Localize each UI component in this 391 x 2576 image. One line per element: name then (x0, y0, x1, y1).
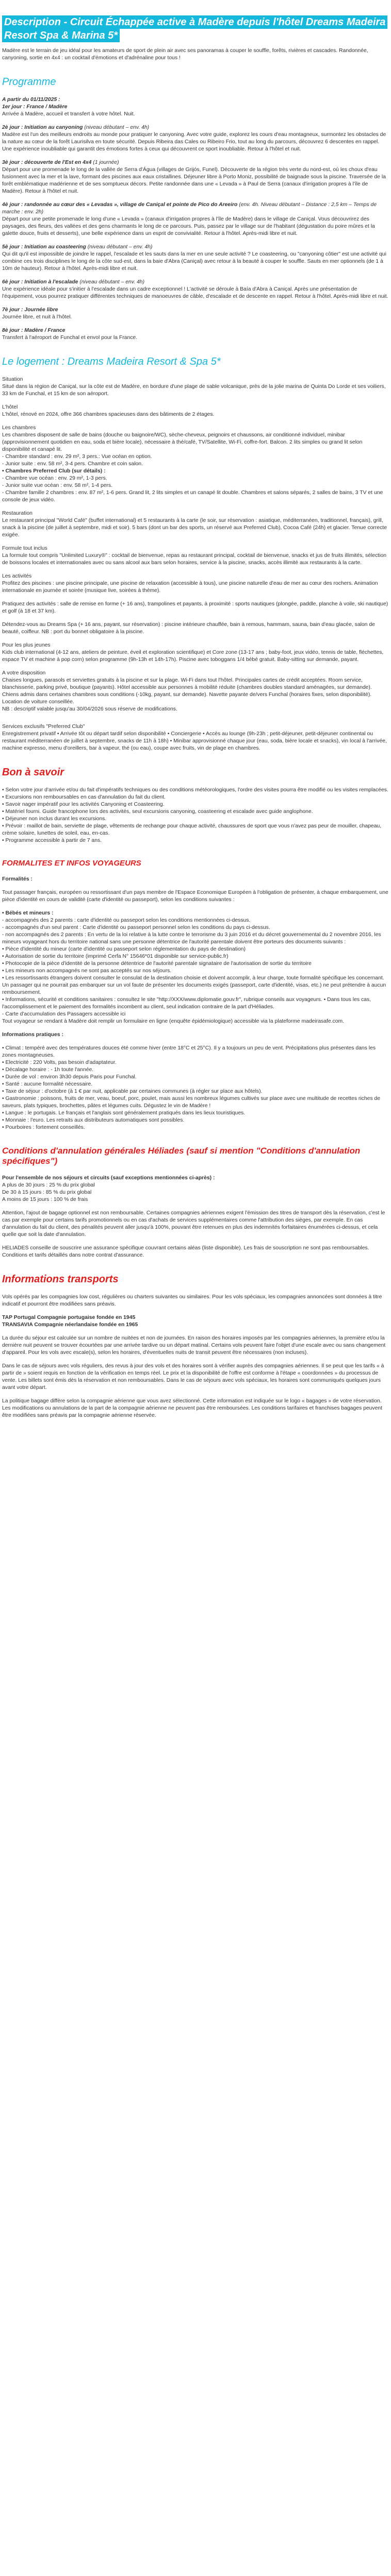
day-title: 6è jour : Initiation à l'escalade (2, 279, 78, 285)
day-title: 3è jour : découverte de l'Est en 4x4 (2, 160, 92, 165)
day-text: Départ pour une petite promenade le long d'une « Levada » (canaux d'irrigation propres à l'île de Madère) dans le village de Caniçal. Vous découvrirez des paysages, des fleurs, des vallées et des gens charmants le long de ce parcours. Puis, passez par le village sur de l'habitant (dégustation du poire mûres et la galette douce, fruits et desserts), une belle expérience dans un esprit de convivialité. Retour à l'hôtel. Après-midi libre et nuit. (2, 216, 375, 236)
transport-p2: La durée du séjour est calculée sur un nombre de nuitées et non de journées. En raison des horaires imposés par les compagnies aériennes, la première et/ou la dernière nuit peuvent se trouver écourtées par une arrivée tardive ou un départ matinal. Certains vols peuvent faire l'objet d'une escale avec ou sans changement d'appareil. Pour les vols avec escale(s), selon les horaires, d'éventuelles nuits de transit peuvent être nécessaires (non incluses). (2, 1335, 386, 1355)
room-item: • Chambres Preferred Club (sur détails) : (2, 468, 106, 474)
logement-hotel (2, 404, 389, 418)
conditions-p2: HELIADES conseille de souscrire une assurance spécifique couvrant certains aléas (liste disponible). Les frais de souscription ne sont pas remboursables. Conditions et tarifs détaillés dans notre contrat d'assurance. (2, 1245, 369, 1258)
logement-club (2, 723, 389, 752)
day-extra: (1 journée) (93, 160, 119, 165)
page-title: Description - Circuit Échappée active à Madère depuis l'hôtel Dreams Madeira Resort Spa & Marina 5* (2, 15, 387, 42)
day-extra: (niveau débutant – env. 4h) (87, 244, 153, 250)
restaurants-text: Le restaurant principal "World Café" (buffet international) et 5 restaurants à la carte (le soir, sur réservation : asiatique, méditerranéen, traditionnel, français), grill, snack à la piscine (de juillet à septembre, midi et soir). 5 bars (dont un bar des sports, un réservé aux Preferred Club), Cocoa Café (24h) et glacier. Tenue correcte exigée. (2, 518, 387, 538)
day-text: Départ pour une promenade le long de la vallée de Serra d'Água (villages de Grijós, Funel). Découverte de la région très verte du nord-est, où les choux d'eau fusionnent avec la mer et la lave, formant des piscines aux eaux cristallines. Déjeuner libre à Porto Moniz, possibilité de baignade sous la piscine. Traversée de la forêt emblématique madérienne et de ses somptueux décors. Petite randonnée dans une « Levada » à Paul de Serra (canaux d'irrigation propres à l'île de Madère). Retour à l'hôtel et nuit. (2, 167, 386, 194)
info-item: • Santé : aucune formalité nécessaire. (2, 1081, 93, 1087)
info-item: • Climat : tempéré avec des températures douces été comme hiver (entre 18°C et 25°C). Il y a toujours un peu de vent. Précipitations plus présentes dans les zones montagneuses. (2, 1045, 376, 1058)
programme-heading: Programme (2, 76, 56, 88)
formula-text: La formule tout compris "Unlimited Luxury®" : cocktail de bienvenue, repas au restaurant principal, cocktail de bienvenue, snacks et jus de fruits illimités, sélection de boissons locales et internationales avec ou sans alcool aux bars selon horaires, service à la piscine, snacks, accès illimité aux restaurants à la carte. (2, 553, 387, 566)
logement-formula (2, 545, 389, 567)
intro-text: Madère est le terrain de jeu idéal pour les amateurs de sport de plein air avec ses panoramas à couper le souffle, forêts, rivières et cascades. Randonnée, canyoning, sortie en 4x4 : un cocktail d'émotions et d'adrénaline pour tous ! (2, 48, 368, 61)
info-item: • Electricité : 220 Volts, pas besoin d'adaptateur. (2, 1060, 117, 1065)
page (0, 15, 391, 1419)
programme-day1-text: Arrivée à Madère, accueil et transfert à votre hôtel. Nuit. (2, 111, 135, 117)
info-label: Informations pratiques : (2, 1032, 63, 1038)
logement-heading: Le logement : Dreams Madeira Resort & Spa 5* (2, 356, 221, 367)
transport-company: TRANSAVIA Compagnie néerlandaise fondée en 1965 (2, 1322, 138, 1328)
formalites-sub: Formalités : (2, 876, 32, 882)
bon-a-savoir-item: • Savoir nager impératif pour les activités Canyoning et Coasteering. (2, 802, 165, 807)
activities-text: Profitez des piscines : une piscine principale, une piscine de relaxation (accessible à tous), une piscine naturelle d'eau de mer au cœur des rochers. Animation internationale en journée et soirée (musique live, soirées à thème). (2, 581, 378, 594)
formalites-heading: FORMALITES ET INFOS VOYAGEURS (2, 859, 141, 868)
hotel-label: L'hôtel (2, 404, 18, 410)
info-item: • Monnaie : l'euro. Les retraits aux distributeurs automatiques sont possibles. (2, 1117, 185, 1123)
info-item: • Gastronomie : poissons, fruits de mer, veau, boeuf, porc, poulet, mais aussi les nombreux légumes cultivés sur place avec une multitude de recettes riches de saveurs, plats typiques, brochettes, pâtes et légumes cuits. Dégustez le vin de Madère ! (2, 1096, 381, 1109)
room-item: - Chambre vue océan : env. 29 m², 1-3 pers. (2, 476, 107, 481)
conditions-p1: Attention, l'ajout de bagage optionnel est non remboursable. Certaines compagnies aériennes exigent l'émission des titres de transport dès la réservation, c'est le cas par exemple pour certains tarifs promotionnels ou en cas d'achats de services supplémentaires comme l'attribution des sièges, par exemple. En cas d'annulation du fait du client, des pénalités peuvent aller jusqu'à 100%, pouvant être retenues en plus des indemnités forfaitaires énumérées ci-dessus, et cela quelle que soit la date d'annulation. (2, 1210, 385, 1238)
bon-a-savoir-item: • Déjeuner non inclus durant les excursions. (2, 816, 107, 822)
conditions-line: A moins de 15 jours : 100 % de frais (2, 1197, 88, 1202)
logement-restaurants (2, 510, 389, 539)
conditions-heading: Conditions d'annulation générales Héliades (sauf si mention "Conditions d'annulation spécifiques") (2, 1146, 361, 1166)
transport-heading: Informations transports (2, 1274, 119, 1285)
formalites-bebes: • Bébés et mineurs : (2, 910, 54, 916)
transport-p1: Vols opérés par les compagnies low cost, régulières ou charters suivantes ou similaires. Pour les vols spéciaux, les compagnies annoncées sont données à titre indicatif et pourront être modifiées sans préavis. (2, 1294, 382, 1307)
programme-day1-title: 1er jour : France / Madère (2, 104, 68, 110)
logement-rooms (2, 425, 389, 504)
bon-a-savoir-item: • Matériel fourni. Guide francophone lors des activités, seul excursions canyoning, coasteering et escalade avec guide anglophone. (2, 809, 313, 815)
rooms-text: Les chambres disposent de salle de bains (douche ou baignoire/WC), sèche-cheveux, peignoirs et chaussons, air conditionné individuel, minibar (approvisionnement quotidien en eau, soda et bière locale), nécessaire à thé/café, TV/Satellite, Wi-Fi, coffre-fort. Balcon. 2 lits simples ou grand lit selon disponibilité et canapé lit. (2, 432, 363, 452)
formalites-item: - accompagnés des 2 parents : carte d'identité ou passeport selon les conditions mentionnées ci-dessus. (2, 918, 251, 923)
bon-a-savoir-item: • Excursions non remboursables en cas d'annulation du fait du client. (2, 794, 166, 800)
activities-label: Les activités (2, 573, 32, 579)
bon-a-savoir-item: • Prévoir : maillot de bain, serviette de plage, vêtements de rechange pour chaque activité, chaussures de sport que vous n'avez pas peur de mouiller, chapeau, crème solaire, lunettes de soleil, eau, en-cas. (2, 823, 382, 836)
conditions-intro: Pour l'ensemble de nos séjours et circuits (sauf exceptions mentionnées ci-après) : (2, 1175, 215, 1181)
programme-day (2, 307, 389, 321)
formalites-item: - non accompagnés des 2 parents : En vertu de la loi relative à la lutte contre le terrorisme du 3 juin 2016 et du décret gouvernemental du 2 novembre 2016, les mineurs voyageant hors du territoire national sans une personne détentrice de l'autorité parentale doivent être porteurs des documents suivants : (2, 932, 381, 945)
info-item: • Pourboires : fortement conseillés. (2, 1125, 85, 1130)
bon-a-savoir-item: • Selon votre jour d'arrivée et/ou du fait d'impératifs techniques ou des conditions météorologiques, l'ordre des visites pourra être modifié ou les visites remplacées. (2, 787, 388, 793)
formalites-item: - accompagnés d'un seul parent : Carte d'identité ou passeport personnel selon les conditions du pays ci-dessus. (2, 925, 270, 930)
misc-text: Chaises longues, parasols et serviettes gratuits à la piscine et sur la plage. Wi-Fi dans tout l'hôtel. Principales cartes de crédit acceptées. Room service, blanchisserie, parking privé, boutique (payants). Hôtel accessible aux personnes à mobilité réduite (chambres doubles standard aménagées, sur demande). Chiens admis dans certaines chambres sous conditions (-10kg, payant, sur demande). Navette payante de/vers Funchal (horaires fixes, selon disponibilité). Location de voiture conseillée. (2, 677, 372, 705)
kids-label: Pour les plus jeunes (2, 642, 51, 648)
formula-label: Formule tout inclus (2, 546, 47, 551)
formalites-item: • Les ressortissants étrangers doivent consulter le consulat de la destination choisie et doivent accomplir, à leur charge, toute formalité spécifique les concernant. Un passager qui ne pourrait pas embarquer sur un vol faute de présenter les documents exigés (passeport, carte d'identité, visas, etc.) ne peut prétendre à aucun remboursement. (2, 975, 386, 995)
transport-company: TAP Portugal Compagnie portugaise fondée en 1945 (2, 1315, 136, 1320)
day-text: Transfert à l'aéroport de Funchal et envol pour la France. (2, 335, 138, 341)
transport-companies (2, 1314, 389, 1329)
spa-text: Détendez-vous au Dreams Spa (+ 16 ans, payant, sur réservation) : piscine intérieure chauffée, bain à remous, hammam, sauna, bain d'eau glacée, salon de beauté, coiffeur. NB : port du bonnet obligatoire à la piscine. (2, 622, 375, 635)
info-list (2, 1045, 389, 1131)
programme-day (2, 327, 389, 342)
logement-misc (2, 670, 389, 713)
kids-text: Kids club international (4-12 ans, ateliers de peinture, éveil et exploration scientifique) et Core zone (13-17 ans ; baby-foot, jeux vidéo, tennis de table, fléchettes, espace TV et machine à pop corn) selon programme (9h-13h et 14h-17h). Piscine avec toboggans 1/4 bébé gratuit. Baby-sitting sur demande, payant. (2, 650, 384, 663)
programme-dates (2, 96, 389, 118)
programme-day (2, 124, 389, 153)
day-title: 7è jour : Journée libre (2, 307, 58, 313)
situation-text: Situé dans la région de Caniçal, sur la côte est de Madère, en bordure d'une plage de sable volcanique, près de la jolie marina de Quinta Do Lorde et ses voiliers, 33 km de Funchal, et 15 km de son aéroport. (2, 384, 386, 397)
formalites-item: Tout voyageur se rendant à Madère doit remplir un formulaire en ligne (enquête épidémiologique) accessible via la plateforme madeirasafe.com. (2, 1019, 345, 1024)
formalites-list (2, 910, 389, 1025)
formalites-item: • Photocopie de la pièce d'identité de la personne détentrice de l'autorité parentale signataire de l'autorisation de sortie du territoire (2, 961, 312, 967)
day-title: 2è jour : Initiation au canyoning (2, 125, 83, 130)
logement-activities (2, 573, 389, 595)
programme-day (2, 279, 389, 300)
formalites-item: • Pièce d'identité du mineur (carte d'identité ou passeport selon réglementation du pays de destination) (2, 946, 246, 952)
transport-p3: Dans le cas de séjours avec vols réguliers, des revus à jour des vols et des horaires sont à vérifier auprès des compagnies aériennes. Il se peut que les tarifs « à partir de » soient requis en fonction de la vérification en temps réel. Le prix et la disponibilité de l'offre est conforme à l'étape « coordonnées » du processus de vente. Les billets sont émis dès la réservation et non remboursables. Dans le cas de séjours avec vols spéciaux, les horaires sont communiqués quelques jours avant votre départ. (2, 1363, 384, 1391)
rooms-label: Les chambres (2, 425, 36, 431)
conditions-line: A plus de 30 jours : 25 % du prix global (2, 1182, 95, 1188)
club-label: Services exclusifs "Preferred Club" (2, 724, 85, 730)
hotel-text: L'hôtel, rénové en 2024, offre 366 chambres spacieuses dans des bâtiments de 2 étages. (2, 412, 215, 417)
situation-label: Situation (2, 377, 23, 382)
programme-date-from: A partir du 01/11/2025 : (2, 97, 60, 103)
room-item: - Junior suite vue océan : env. 58 m², 1-4 pers. (2, 483, 113, 488)
bon-a-savoir-heading: Bon à savoir (2, 767, 64, 778)
day-extra: (env. 4h. Niveau débutant – Distance : 2,5 km – Temps de marche : env. 2h) (2, 202, 377, 215)
formalites-item: • Informations, sécurité et conditions sanitaires : consultez le site "http://XXX/www.diplomatie.gouv.fr", rubrique conseils aux voyageurs. • Dans tous les cas, l'accomplissement et le paiement des formalités incombent au client, seul indication contraire de la part d'Héliades. (2, 997, 371, 1010)
info-item: • Taxe de séjour : d'octobre (à 1 € par nuit, applicable par certaines communes (à régler sur place aux hôtels). (2, 1089, 263, 1094)
day-text: Qui dit qu'il est impossible de joindre le rappel, l'escalade et les sauts dans la mer en une seule activité ? Le coasteering, ou "canyoning côtier" est une activité qui combine ces trois disciplines le long de la côte sud-est, dans la baie d'Abra (Caniçal) avec retour à la beauté à couper le souffle. Sauts en mer optionnels (de 1 à 10m de hauteur). Retour à l'hôtel. Après-midi libre et nuit. (2, 251, 386, 272)
day-extra: (niveau débutant – env. 4h) (84, 125, 150, 130)
bon-a-savoir-item: • Programme accessible à partir de 7 ans. (2, 838, 102, 843)
info-item: • Langue : le portugais. Le français et l'anglais sont généralement pratiqués dans les lieux touristiques. (2, 1110, 246, 1116)
day-text: Journée libre, et nuit à l'hôtel. (2, 314, 72, 320)
programme-day (2, 159, 389, 195)
formalites-intro: Tout passager français, européen ou ressortissant d'un pays membre de l'Espace Economique Européen à l'obligation de présenter, à chaque embarquement, une pièce d'identité en cours de validité (carte d'identité ou passeport), selon les conditions suivantes : (2, 890, 388, 903)
club-text: Enregistrement privatif • Arrivée tôt ou départ tardif selon disponibilité • Conciergerie • Accès au lounge (9h-23h ; petit-déjeuner, petit-déjeuner continental ou restaurant méditerranéen de juillet à septembre, snacks de 11h à 18h) • Minibar approvisionné chaque jour (eau, soda, bière locale et snacks), vin local à l'arrivée, machine expresso, menu d'oreillers, bar à vapeur, thé (ou eau), coupe avec fruits, vin de plage en chambres. (2, 731, 387, 751)
room-item: - Chambre standard : env. 29 m², 3 pers.: Vue océan en option. (2, 454, 152, 460)
programme-day (2, 201, 389, 238)
paying-activities-text: Pratiquez des activités : salle de remise en forme (+ 16 ans), trampolines et payants, à proximité : sports nautiques (plongée, paddle, planche à voile, ski nautique) et golf (à 18 et 37 km). (2, 601, 388, 614)
day-text: Une expérience idéale pour s'initier à l'escalade dans un cadre exceptionnel ! L'activité se déroule à Baía d'Abra à Caniçal. Après une présentation de l'équipement, vous pourrez pratiquer différentes techniques de manoeuvres de câble, d'escalade et de descente en rappel. Retour à l'hôtel. Après-midi libre et nuit. (2, 286, 388, 299)
restaurants-label: Restauration (2, 511, 32, 516)
misc-label: A votre disposition (2, 670, 46, 676)
transport-p4: La politique bagage diffère selon la compagnie aérienne que vous avez sélectionné. Cette information est indiquée sur le logo « bagages » de votre réservation. Les modifications ou annulations de la part de la compagnie aérienne ne peuvent pas être remboursées. Les conditions tarifaires et franchises bagages peuvent être modifiées sans préavis par la compagnie aérienne réservée. (2, 1398, 383, 1418)
day-title: 5è jour : Initiation au coasteering (2, 244, 86, 250)
formalites-item: - Carte d'accumulation des Passagers accessible ici (2, 1011, 126, 1017)
day-title: 8è jour : Madère / France (2, 328, 66, 333)
logement-kids (2, 642, 389, 664)
title-bar (2, 15, 389, 42)
conditions-block (2, 1175, 389, 1204)
info-item: • Décalage horaire : - 1h toute l'année. (2, 1067, 94, 1073)
programme-day (2, 244, 389, 273)
misc-nb: NB : descriptif valable jusqu'au 30/04/2026 sous réserve de modifications. (2, 706, 177, 712)
day-title: 4è jour : randonnée au cœur des « Levadas », village de Caniçal et pointe de Pico do Areeiro (2, 202, 238, 208)
formalites-item: • Autorisation de sortie du territoire (imprimé Cerfa N° 15646*01 disponible sur service-public.fr) (2, 954, 229, 959)
conditions-line: De 30 à 15 jours : 85 % du prix global (2, 1190, 92, 1195)
bon-a-savoir-list (2, 787, 389, 844)
info-item: • Durée de vol : environ 3h30 depuis Paris pour Funchal. (2, 1074, 137, 1080)
room-item: - Chambre famille 2 chambres : env. 87 m², 1-6 pers. Grand lit, 2 lits simples et un canapé lit double. Chambres et salons séparés, 2 salles de bains, 3 TV et une console de jeux vidéo. (2, 490, 383, 503)
day-extra: (niveau débutant – env. 4h) (79, 279, 145, 285)
room-item: - Junior suite : env. 58 m², 3-4 pers. Chambre et coin salon. (2, 461, 143, 467)
day-text: Madère est l'un des meilleurs endroits au monde pour pratiquer le canyoning. Avec votre guide, explorez les cours d'eau montagneux, surmontez les obstacles de la nature au cœur de la forêt Laurisilva en toute sécurité. Depuis Ribeira das Cales ou Ribeiro Frio, tout au long du parcours, découvrez 6 descentes en rappel. Une expérience inoubliable qui garantit des émotions fortes à ceux qui découvrent ce sport inoubliable. Retour à l'hôtel et nuit. (2, 132, 386, 152)
formalites-item: • Les mineurs non accompagnés ne sont pas acceptés sur nos séjours. (2, 968, 172, 974)
logement-situation (2, 376, 389, 398)
